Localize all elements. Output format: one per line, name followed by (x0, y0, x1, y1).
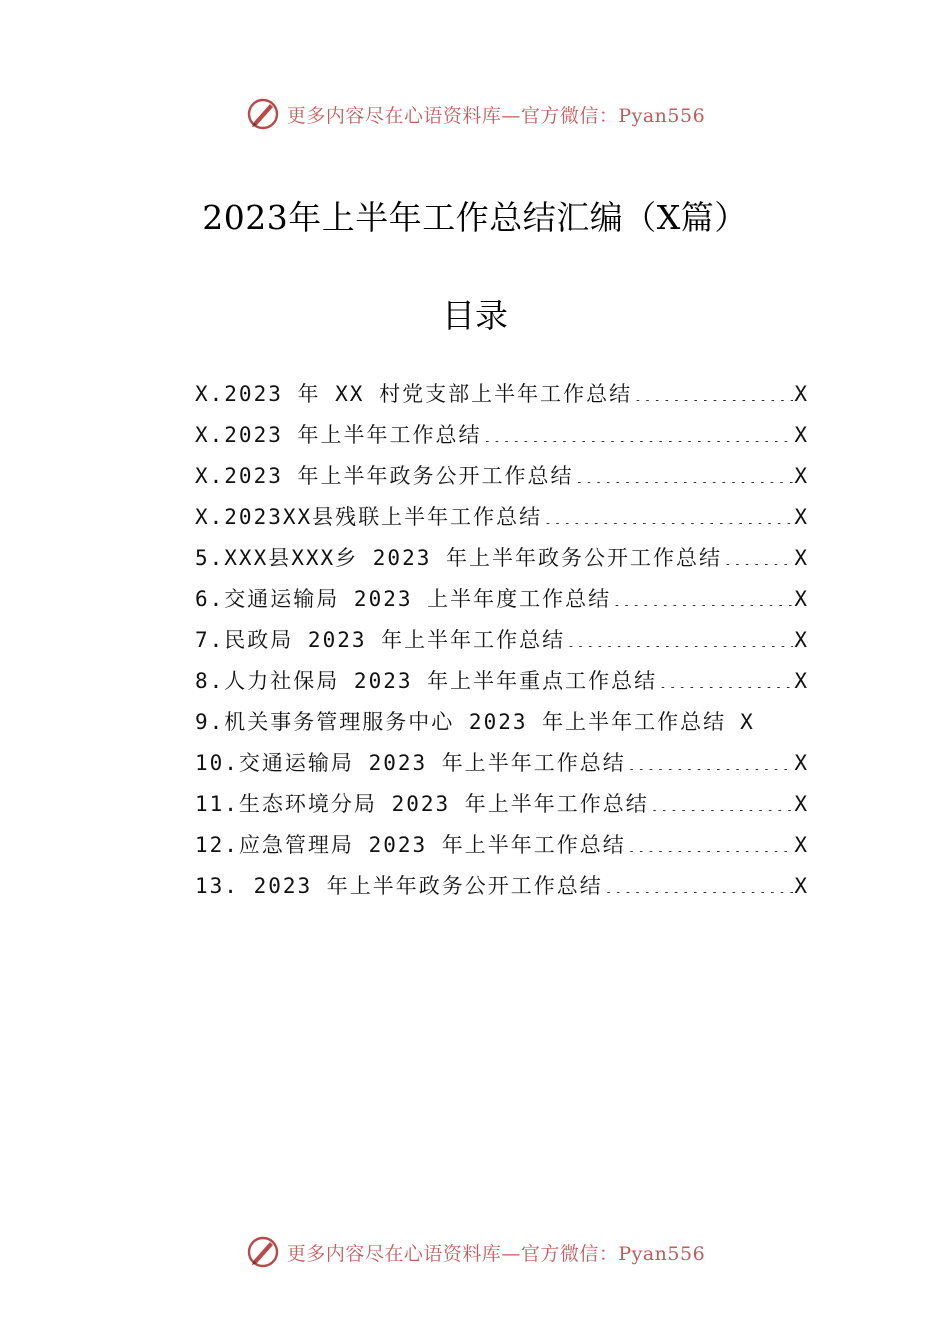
pen-logo-icon (245, 96, 281, 132)
toc-leader-dots (658, 667, 793, 688)
toc-item-title: X.2023 年上半年工作总结 (195, 423, 482, 447)
toc-item[interactable] (195, 501, 807, 542)
footer-banner-text: 更多内容尽在心语资料库—官方微信：Pyan556 (286, 1242, 706, 1265)
toc-leader-dots (627, 749, 794, 770)
toc-leader-dots (483, 421, 794, 442)
toc-item[interactable] (195, 870, 807, 911)
toc-item[interactable] (195, 583, 807, 624)
toc-item-page: X (794, 669, 807, 693)
toc-item-page: X (794, 382, 807, 406)
document-title: 2023年上半年工作总结汇编（X篇） (202, 198, 748, 237)
toc-item[interactable] (195, 706, 807, 747)
footer-banner-content (245, 1234, 705, 1270)
toc-item-page: X (794, 792, 807, 816)
toc-item-title: 11.生态环境分局 2023 年上半年工作总结 (195, 792, 649, 816)
toc-leader-dots (633, 380, 793, 401)
toc-leader-dots (566, 626, 793, 647)
toc-leader-dots (604, 872, 794, 893)
toc-item-page: X (794, 833, 807, 857)
toc-item-page: X (794, 464, 807, 488)
header-banner (0, 92, 950, 136)
pen-logo-icon (245, 1234, 281, 1270)
footer-banner (0, 1230, 950, 1274)
toc-item[interactable] (195, 542, 807, 583)
toc-item-page: X (794, 587, 807, 611)
toc-item-page: X (794, 546, 807, 570)
toc-leader-dots (612, 585, 793, 606)
toc-item-title: X.2023 年上半年政务公开工作总结 (195, 464, 574, 488)
toc-leader-dots (650, 790, 794, 811)
toc-item-title: 13. 2023 年上半年政务公开工作总结 (195, 874, 603, 898)
toc-item-title: 10.交通运输局 2023 年上半年工作总结 (195, 751, 626, 775)
toc-item[interactable] (195, 460, 807, 501)
toc-item-title: 9.机关事务管理服务中心 2023 年上半年工作总结 (195, 710, 727, 734)
toc-item-title: 7.民政局 2023 年上半年工作总结 (195, 628, 566, 652)
toc-item-page: X (794, 628, 807, 652)
toc-item[interactable] (195, 788, 807, 829)
toc-item-title: X.2023 年 XX 村党支部上半年工作总结 (195, 382, 633, 406)
toc-item[interactable] (195, 747, 807, 788)
toc-item[interactable] (195, 419, 807, 460)
toc-leader-dots (543, 503, 793, 524)
toc-leader-dots (723, 544, 793, 565)
toc-item-page: X (740, 710, 753, 734)
header-banner-content (245, 96, 705, 132)
toc-item[interactable] (195, 624, 807, 665)
toc-item-page: X (794, 423, 807, 447)
toc-leader-dots (575, 462, 794, 483)
toc-item-title: 5.XXX县XXX乡 2023 年上半年政务公开工作总结 (195, 546, 723, 570)
toc-heading: 目录 (442, 296, 508, 335)
toc-item-title: X.2023XX县残联上半年工作总结 (195, 505, 543, 529)
toc-item[interactable] (195, 829, 807, 870)
toc-item-page: X (794, 505, 807, 529)
toc-item[interactable] (195, 665, 807, 706)
toc-item-page: X (794, 874, 807, 898)
toc-item[interactable] (195, 378, 807, 419)
toc-item-page: X (794, 751, 807, 775)
toc-leader-dots (627, 831, 794, 852)
table-of-contents (195, 378, 807, 911)
toc-item-title: 6.交通运输局 2023 上半年度工作总结 (195, 587, 612, 611)
header-banner-text: 更多内容尽在心语资料库—官方微信：Pyan556 (286, 104, 706, 127)
toc-item-title: 12.应急管理局 2023 年上半年工作总结 (195, 833, 626, 857)
toc-item-title: 8.人力社保局 2023 年上半年重点工作总结 (195, 669, 658, 693)
